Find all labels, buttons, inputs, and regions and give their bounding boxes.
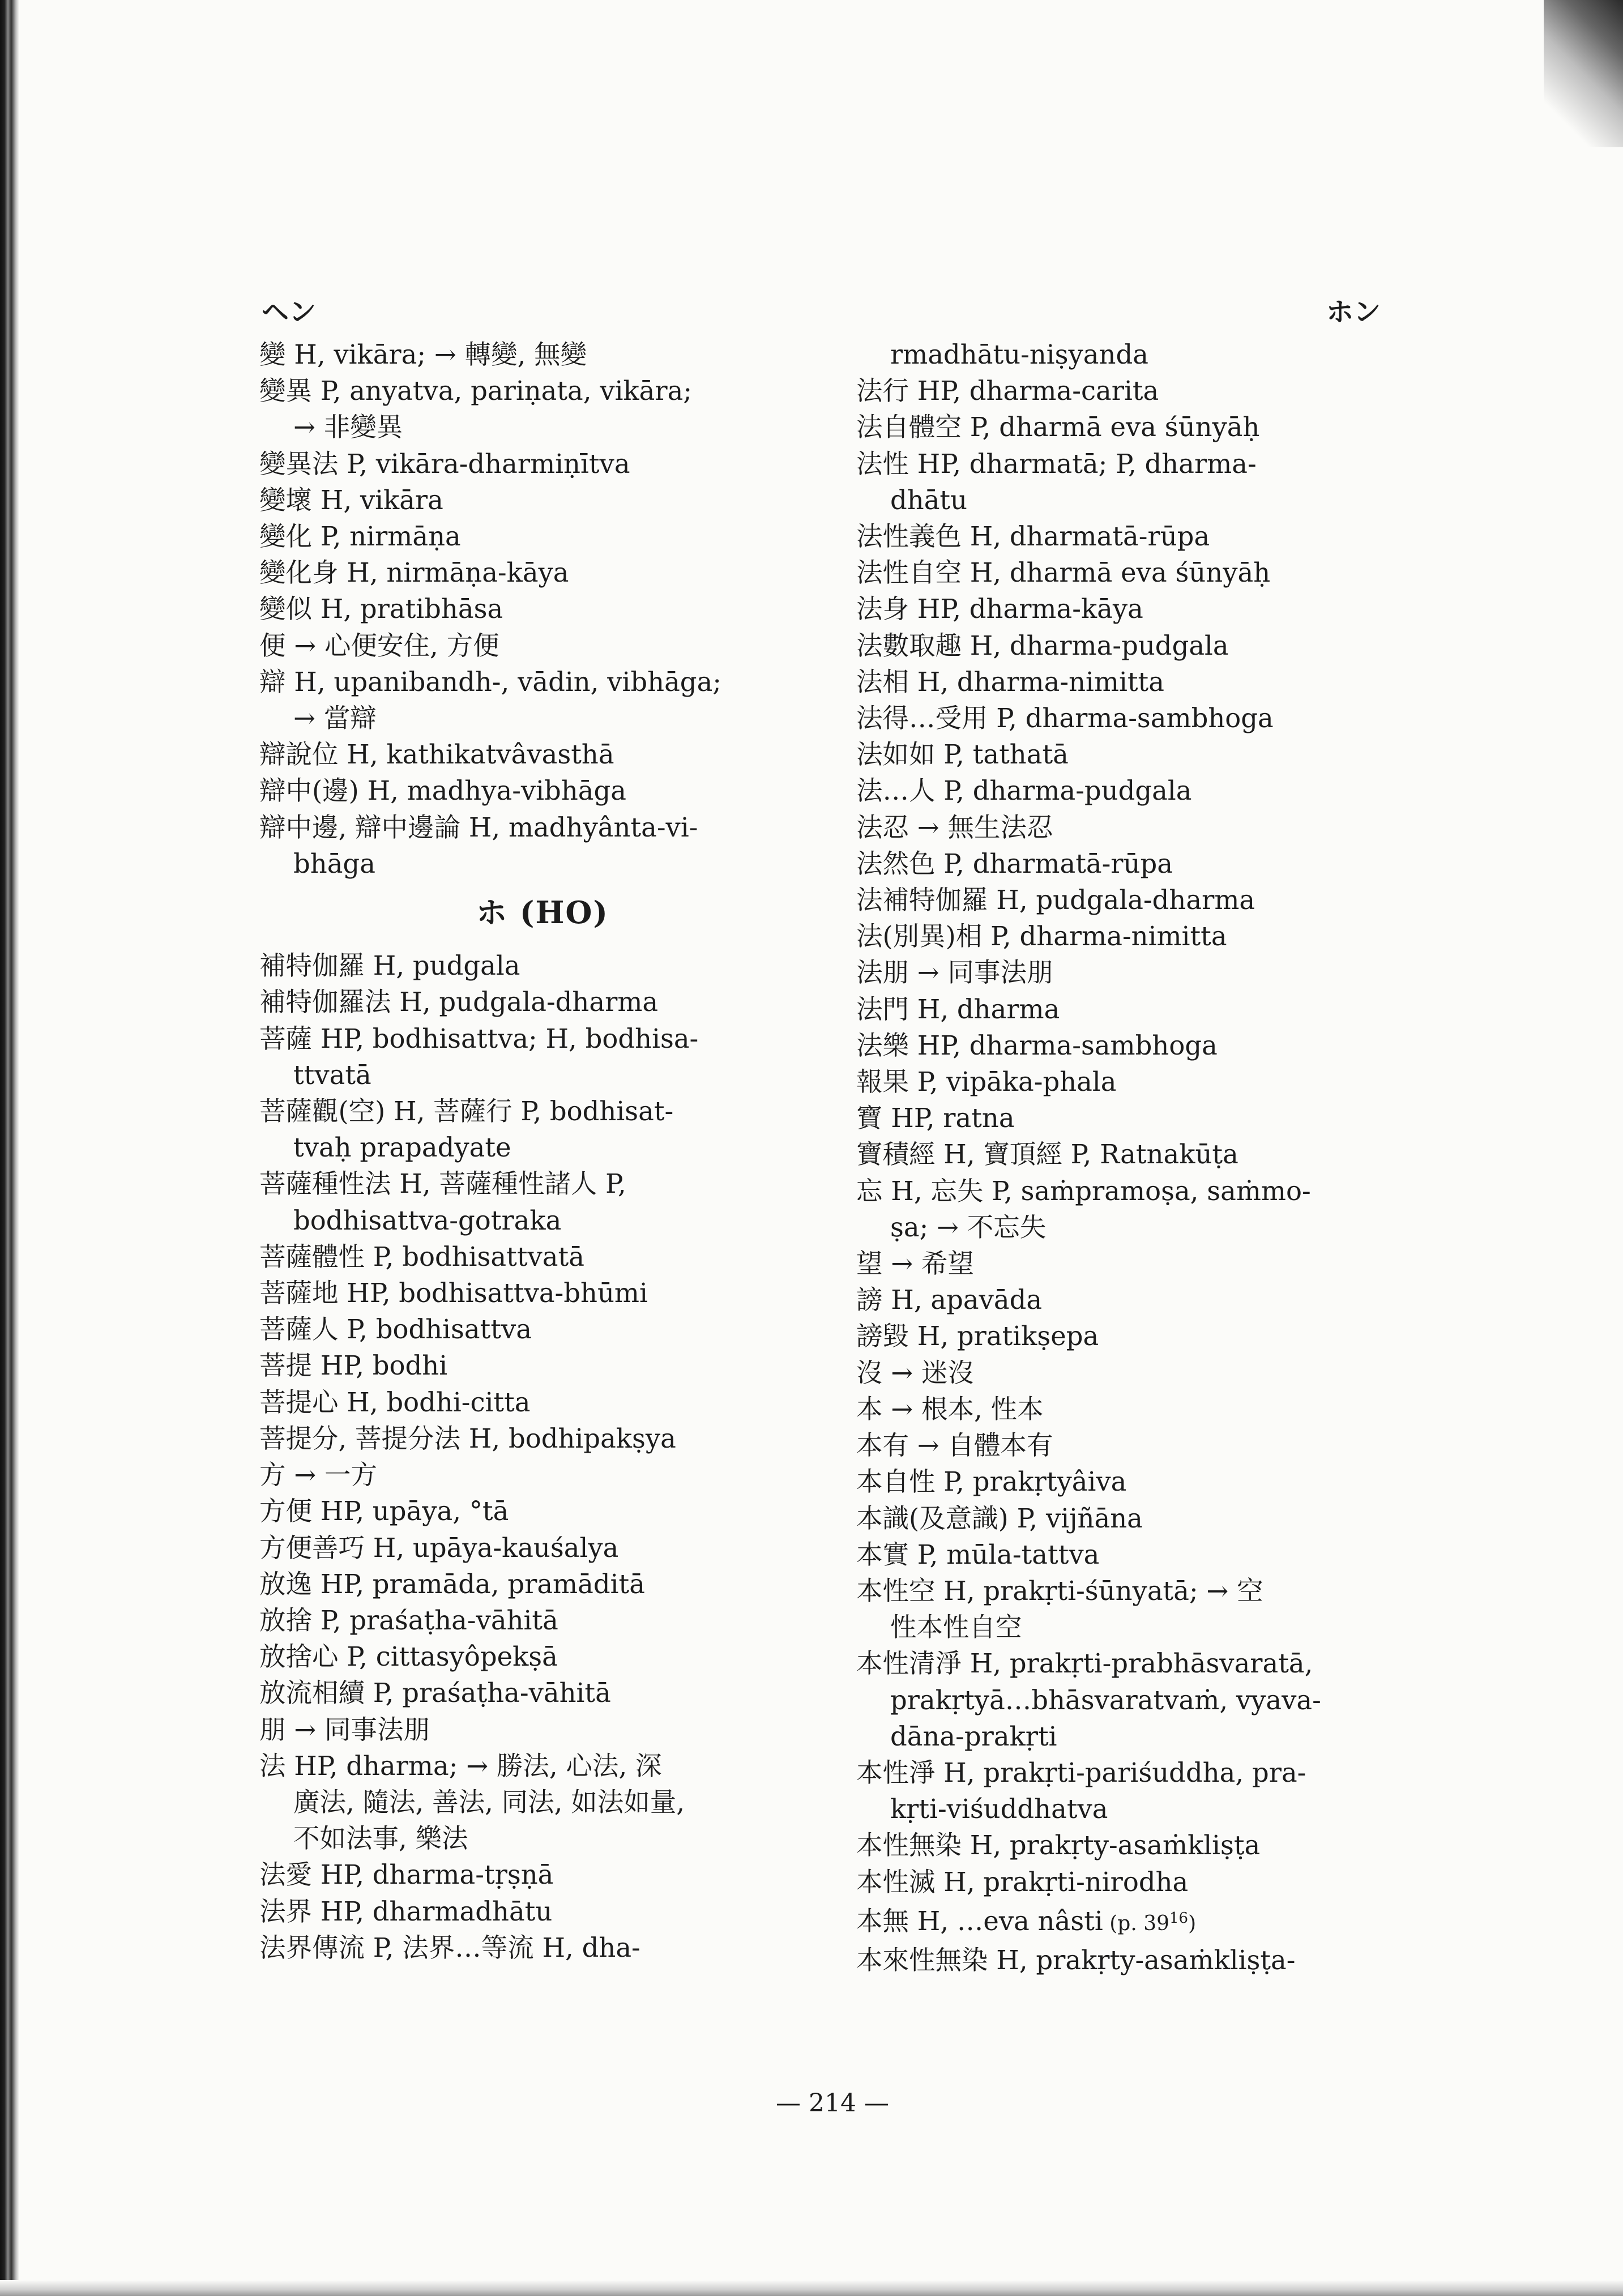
dictionary-entry xyxy=(856,1942,1394,1978)
dictionary-entry xyxy=(856,554,1394,591)
dictionary-entry xyxy=(856,409,1394,445)
dictionary-entry xyxy=(259,591,826,627)
entry-text: 辯說位 H, kathikatvâvasthā xyxy=(259,739,614,770)
entry-text: 朋 → 同事法朋 xyxy=(259,1714,430,1745)
dictionary-entry xyxy=(259,984,826,1020)
entry-text: 法門 H, dharma xyxy=(856,993,1060,1025)
dictionary-entry xyxy=(259,736,826,773)
entry-text: 法如如 P, tathatā xyxy=(856,739,1069,770)
entry-text: 法補特伽羅 H, pudgala-dharma xyxy=(856,885,1255,916)
dictionary-entry xyxy=(856,918,1394,954)
dictionary-entry xyxy=(856,1245,1394,1282)
entry-text: 菩薩觀(空) H, 菩薩行 P, bodhisat- xyxy=(259,1096,674,1127)
entry-continuation: 廣法, 隨法, 善法, 同法, 如法如量, xyxy=(293,1786,685,1817)
entry-continuation: prakṛtyā…bhāsvaratvaṁ, vyava- xyxy=(890,1684,1321,1715)
dictionary-entry xyxy=(259,1893,826,1930)
entry-continuation: 性本性自空 xyxy=(890,1612,1022,1643)
entry-text: 法(別異)相 P, dharma-nimitta xyxy=(856,921,1227,952)
entry-continuation: dhātu xyxy=(890,484,968,515)
entry-text: 變 H, vikāra; → 轉變, 無變 xyxy=(259,339,587,370)
dictionary-entry xyxy=(259,1748,826,1857)
dictionary-entry xyxy=(259,1530,826,1566)
entry-text: 菩薩體性 P, bodhisattvatā xyxy=(259,1241,584,1272)
entry-text: 法身 HP, dharma-kāya xyxy=(856,594,1143,625)
entry-text: 本實 P, mūla-tattva xyxy=(856,1539,1100,1570)
entry-text: 補特伽羅 H, pudgala xyxy=(259,950,520,981)
entry-text: 報果 P, vipāka-phala xyxy=(856,1066,1117,1098)
entry-continuation: kṛti-viśuddhatva xyxy=(890,1794,1108,1825)
dictionary-entry xyxy=(259,1493,826,1529)
entry-text: 放逸 HP, pramāda, pramāditā xyxy=(259,1568,645,1599)
entry-text: 辯中邊, 辯中邊論 H, madhyânta-vi- xyxy=(259,812,698,843)
left-column xyxy=(259,336,826,1966)
entry-continuation: → 非變異 xyxy=(293,412,403,443)
dictionary-entry xyxy=(856,700,1394,736)
entry-text: 本性滅 H, prakṛti-nirodha xyxy=(856,1866,1189,1897)
dictionary-entry xyxy=(856,628,1394,664)
dictionary-entry xyxy=(856,773,1394,809)
dictionary-entry xyxy=(856,1136,1394,1172)
entry-text: rmadhātu-niṣyanda xyxy=(890,339,1148,370)
entry-text: 菩提分, 菩提分法 H, bodhipakṣya xyxy=(259,1423,676,1454)
entry-text: 法界 HP, dharmadhātu xyxy=(259,1896,553,1927)
entry-text: 本無 H, …eva nâsti xyxy=(856,1905,1103,1936)
running-head-left: ヘン xyxy=(262,296,317,328)
entry-text: 菩薩地 HP, bodhisattva-bhūmi xyxy=(259,1278,648,1309)
entry-continuation: → 當辯 xyxy=(293,703,377,734)
entry-text: 方便善巧 H, upāya-kauśalya xyxy=(259,1532,619,1563)
entry-text: 本性淨 H, prakṛti-pariśuddha, pra- xyxy=(856,1757,1306,1788)
dictionary-entry xyxy=(259,1457,826,1493)
dictionary-entry xyxy=(259,1384,826,1420)
entry-continuation: ṣa; → 不忘失 xyxy=(890,1211,1047,1243)
dictionary-entry xyxy=(259,1566,826,1602)
dictionary-entry xyxy=(259,809,826,882)
dictionary-entry xyxy=(259,1311,826,1347)
entry-text: 法性義色 H, dharmatā-rūpa xyxy=(856,521,1210,552)
dictionary-entry xyxy=(856,1318,1394,1354)
entry-text: 本識(及意識) P, vijñāna xyxy=(856,1503,1143,1534)
dictionary-entry xyxy=(259,1675,826,1711)
dictionary-entry xyxy=(259,948,826,984)
entry-text: 變異法 P, vikāra-dharmiṇītva xyxy=(259,448,630,479)
entry-text: 寶積經 H, 寶頂經 P, Ratnakūṭa xyxy=(856,1139,1238,1170)
dictionary-entry xyxy=(259,664,826,736)
entry-text: 望 → 希望 xyxy=(856,1248,975,1279)
dictionary-entry xyxy=(856,1573,1394,1645)
dictionary-entry xyxy=(856,1427,1394,1463)
dictionary-entry xyxy=(856,1173,1394,1245)
entry-text: 變化身 H, nirmāṇa-kāya xyxy=(259,557,569,588)
entry-text: 辯中(邊) H, madhya-vibhāga xyxy=(259,775,626,806)
entry-text: 菩薩人 P, bodhisattva xyxy=(259,1314,532,1345)
dictionary-entry xyxy=(856,518,1394,554)
entry-continuation: bhāga xyxy=(293,848,375,879)
entry-text: 菩薩種性法 H, 菩薩種性諸人 P, xyxy=(259,1168,626,1200)
dictionary-entry xyxy=(856,446,1394,518)
page-reference-superscript: 16 xyxy=(1169,1909,1189,1927)
dictionary-entry xyxy=(856,1282,1394,1318)
dictionary-entry xyxy=(856,1064,1394,1100)
dictionary-entry xyxy=(259,1857,826,1893)
entry-text: 方 → 一方 xyxy=(259,1459,378,1491)
entry-text: 法行 HP, dharma-carita xyxy=(856,375,1159,407)
dictionary-entry xyxy=(259,1930,826,1966)
entry-text: 放流相續 P, praśaṭha-vāhitā xyxy=(259,1678,611,1709)
dictionary-entry xyxy=(856,1027,1394,1064)
dictionary-entry xyxy=(259,1166,826,1238)
entry-text: 沒 → 迷沒 xyxy=(856,1357,975,1388)
dictionary-entry xyxy=(856,954,1394,991)
dictionary-entry xyxy=(259,1021,826,1093)
dictionary-entry xyxy=(259,446,826,482)
entry-text: 法自體空 P, dharmā eva śūnyāḥ xyxy=(856,412,1260,443)
entry-text: 忘 H, 忘失 P, saṁpramoṣa, saṁmo- xyxy=(856,1175,1311,1206)
entry-text: 本 → 根本, 性本 xyxy=(856,1393,1044,1424)
dictionary-entry xyxy=(856,1864,1394,1900)
entry-text: 放捨 P, praśaṭha-vāhitā xyxy=(259,1604,558,1636)
dictionary-entry xyxy=(856,846,1394,882)
dictionary-entry xyxy=(856,882,1394,918)
entry-text: 法性 HP, dharmatā; P, dharma- xyxy=(856,448,1257,479)
dictionary-entry xyxy=(259,336,826,373)
dictionary-entry xyxy=(856,1500,1394,1537)
left-entries-before-section xyxy=(259,336,826,882)
entry-continuation: dāna-prakṛti xyxy=(890,1721,1057,1752)
entry-text: 法界傳流 P, 法界…等流 H, dha- xyxy=(259,1932,640,1963)
scan-bottom-edge xyxy=(0,2280,1623,2296)
dictionary-entry xyxy=(259,628,826,664)
dictionary-entry xyxy=(259,554,826,591)
entry-text: 法…人 P, dharma-pudgala xyxy=(856,775,1192,806)
section-heading: ホ (HO) xyxy=(476,894,609,931)
entry-text: 法得…受用 P, dharma-sambhoga xyxy=(856,703,1274,734)
dictionary-entry xyxy=(856,336,1394,373)
dictionary-entry xyxy=(856,991,1394,1027)
dictionary-entry xyxy=(259,482,826,518)
entry-text: 法然色 P, dharmatā-rūpa xyxy=(856,848,1173,879)
page-reference: (p. $39^{16}$) xyxy=(1103,1909,1197,1935)
entry-text: 菩提心 H, bodhi-citta xyxy=(259,1386,531,1418)
dictionary-entry xyxy=(856,1900,1394,1942)
entry-text: 方便 HP, upāya, °tā xyxy=(259,1496,509,1527)
entry-text: 謗 H, apavāda xyxy=(856,1284,1043,1316)
dictionary-entry xyxy=(856,736,1394,773)
entry-text: 辯 H, upanibandh-, vādin, vibhāga; xyxy=(259,666,721,697)
entry-continuation: ttvatā xyxy=(293,1059,371,1090)
entry-text: 本自性 P, prakṛtyâiva xyxy=(856,1466,1127,1497)
entry-text: 本性無染 H, prakṛty-asaṁkliṣṭa xyxy=(856,1830,1261,1861)
entry-text: 本性空 H, prakṛti-śūnyatā; → 空 xyxy=(856,1575,1263,1606)
entry-text: 變似 H, pratibhāsa xyxy=(259,594,503,625)
scan-page-corner-shadow xyxy=(1544,0,1623,147)
entry-text: 法性自空 H, dharmā eva śūnyāḥ xyxy=(856,557,1271,588)
entry-text: 法 HP, dharma; → 勝法, 心法, 深 xyxy=(259,1750,662,1781)
entry-text: 本性清淨 H, prakṛti-prabhāsvaratā, xyxy=(856,1648,1313,1679)
entry-text: 變壞 H, vikāra xyxy=(259,484,443,515)
dictionary-entry xyxy=(856,1537,1394,1573)
entry-text: 謗毀 H, pratikṣepa xyxy=(856,1321,1099,1352)
page-reference-close: ) xyxy=(1188,1911,1197,1935)
entry-text: 寶 HP, ratna xyxy=(856,1103,1015,1134)
dictionary-entry xyxy=(856,1463,1394,1500)
dictionary-entry xyxy=(259,518,826,554)
dictionary-entry xyxy=(259,1347,826,1384)
dictionary-entry xyxy=(259,373,826,445)
running-head-right: ホン xyxy=(1326,296,1381,328)
entry-text: 法樂 HP, dharma-sambhoga xyxy=(856,1030,1218,1061)
dictionary-entry xyxy=(259,1420,826,1457)
dictionary-entry xyxy=(259,1239,826,1275)
dictionary-entry xyxy=(856,664,1394,700)
dictionary-entry xyxy=(856,373,1394,409)
dictionary-entry xyxy=(259,1275,826,1311)
entry-text: 菩提 HP, bodhi xyxy=(259,1350,448,1381)
entry-text: 菩薩 HP, bodhisattva; H, bodhisa- xyxy=(259,1023,699,1054)
dictionary-entry xyxy=(856,591,1394,627)
right-column xyxy=(856,336,1394,1978)
entry-text: 本有 → 自體本有 xyxy=(856,1430,1053,1461)
entry-continuation: tvaḥ prapadyate xyxy=(293,1132,511,1163)
entry-text: 便 → 心便安住, 方便 xyxy=(259,630,499,661)
dictionary-entry xyxy=(259,773,826,809)
dictionary-entry xyxy=(856,1355,1394,1391)
entry-text: 本來性無染 H, prakṛty-asaṁkliṣṭa- xyxy=(856,1944,1296,1975)
entry-text: 放捨心 P, cittasyôpekṣā xyxy=(259,1641,558,1672)
dictionary-entry xyxy=(856,1391,1394,1427)
dictionary-entry xyxy=(856,1645,1394,1755)
scan-binding-edge xyxy=(0,0,19,2296)
dictionary-entry xyxy=(856,1100,1394,1136)
entry-text: 法愛 HP, dharma-tṛṣṇā xyxy=(259,1859,554,1890)
entry-text: 變異 P, anyatva, pariṇata, vikāra; xyxy=(259,375,693,407)
dictionary-entry xyxy=(259,1093,826,1166)
dictionary-entry xyxy=(259,1712,826,1748)
entry-text: 法忍 → 無生法忍 xyxy=(856,812,1053,843)
entry-text: 補特伽羅法 H, pudgala-dharma xyxy=(259,987,659,1018)
left-entries-after-section xyxy=(259,948,826,1966)
dictionary-entry xyxy=(856,1827,1394,1863)
entry-text: 法朋 → 同事法朋 xyxy=(856,957,1053,988)
entry-text: 變化 P, nirmāṇa xyxy=(259,521,461,552)
entry-text: 法相 H, dharma-nimitta xyxy=(856,666,1164,697)
entry-continuation: bodhisattva-gotraka xyxy=(293,1205,562,1236)
dictionary-entry xyxy=(856,1755,1394,1827)
entry-continuation: 不如法事, 樂法 xyxy=(293,1823,468,1854)
dictionary-entry xyxy=(259,1638,826,1675)
entry-text: 法數取趣 H, dharma-pudgala xyxy=(856,630,1229,661)
dictionary-entry xyxy=(259,1602,826,1638)
page-number: — 214 — xyxy=(776,2089,889,2118)
dictionary-entry xyxy=(856,809,1394,846)
